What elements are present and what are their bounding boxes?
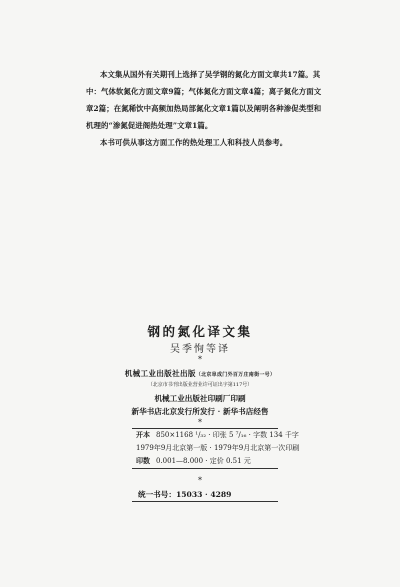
publisher-address: （北京阜成门外百万庄南街一号） [195, 372, 276, 378]
divider-rule [132, 428, 278, 429]
publishing-license: （北京市书刊出版业营业许可证出字第117号） [147, 382, 253, 388]
print-run-spec [136, 456, 376, 466]
format-value: 850×1168 ¹/₃₂ · 印张 5 ⁷/₁₆ · 字数 134 千字 [156, 431, 299, 439]
separator-star: * [198, 476, 202, 485]
print-run-label: 印数 [136, 456, 150, 465]
format-label: 开本 [136, 430, 150, 439]
format-spec [136, 430, 376, 440]
publisher-name: 机械工业出版社出版 [124, 369, 196, 378]
print-run-value: 0.001—8.000 · 定价 0.51 元 [156, 457, 251, 465]
edition-spec: 1979年9月北京第一版 · 1979年9月北京第一次印刷 [136, 444, 300, 452]
book-title: 钢的氮化译文集 [147, 324, 253, 339]
abstract-paragraph: 本文集从国外有关期刊上选择了吴学钢的氮化方面文章共17篇。其中：气体软氮化方面文章9篇；气体氮化方面文章4篇；离子氮化方面文章2篇；在氮稀饮中高频加热局部氮化文章1篇以及阐明各种渗促类型和机理的“渗氮促进阁热处理”文章1篇。 [86, 70, 322, 130]
separator-star: * [198, 355, 202, 364]
divider-rule [132, 501, 278, 502]
abstract-paragraph: 本书可供从事这方面工作的热处理工人和科技人员参考。 [100, 138, 288, 147]
book-abstract [86, 66, 326, 151]
divider-rule [132, 468, 278, 469]
translator-credit: 吴季恂等译 [170, 344, 230, 355]
separator-star: * [198, 418, 202, 427]
publisher-line [0, 368, 400, 379]
catalog-number: 统一书号：15033 · 4289 [138, 490, 232, 499]
distributor-line: 新华书店北京发行所发行 · 新华书店经售 [131, 407, 269, 416]
printer-line: 机械工业出版社印刷厂印刷 [154, 394, 246, 403]
